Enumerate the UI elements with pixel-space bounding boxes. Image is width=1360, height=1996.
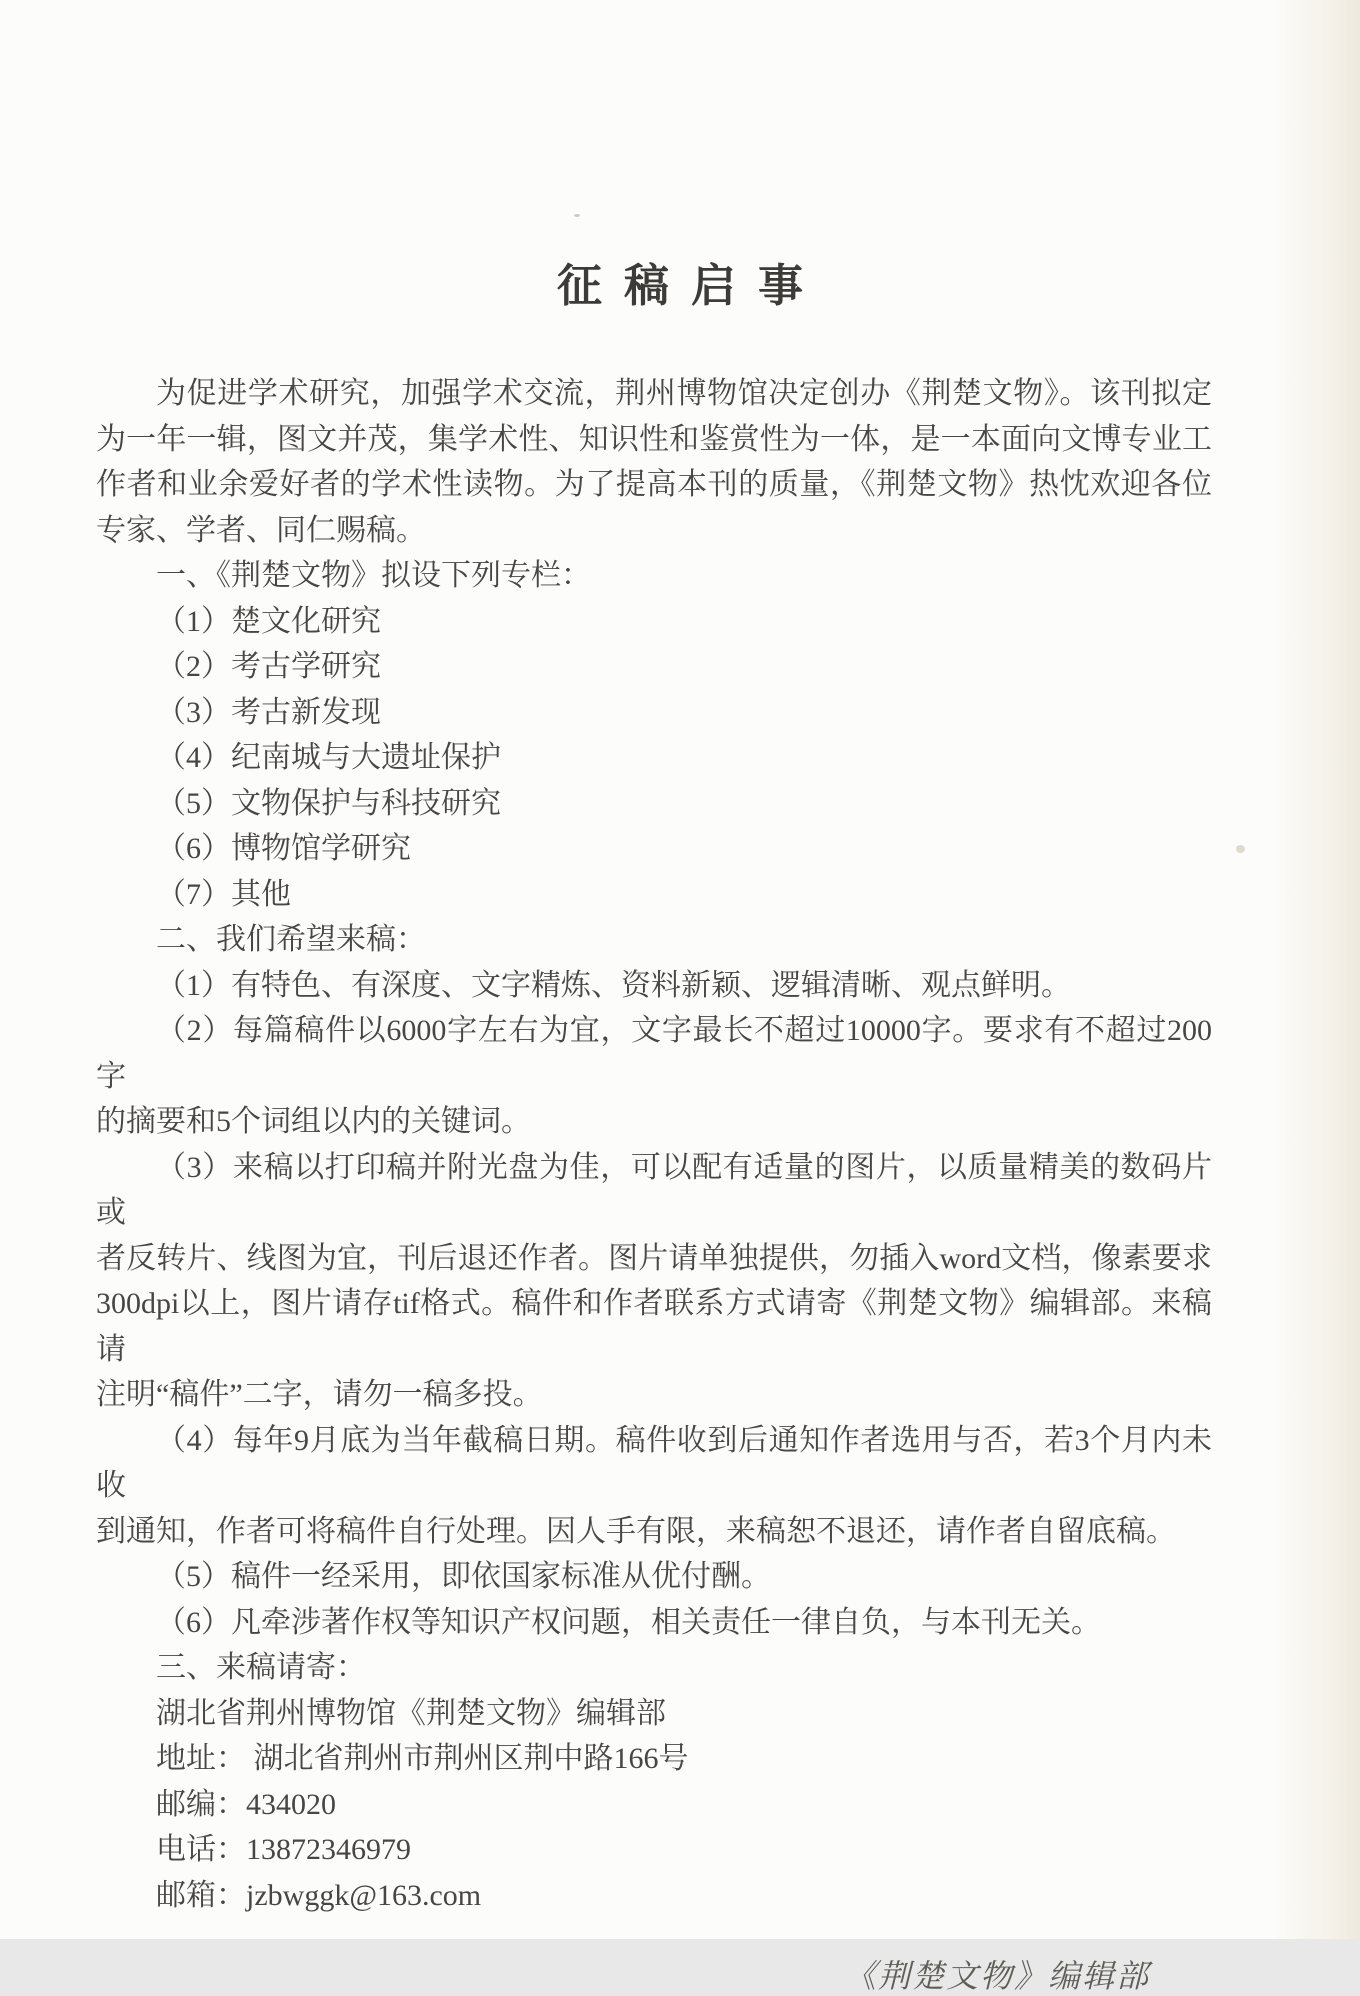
- text-line: （1）楚文化研究: [156, 604, 381, 638]
- signature: 《荆楚文物》编辑部: [843, 1958, 1150, 1994]
- text-line: 一、《荆楚文物》拟设下列专栏：: [156, 559, 591, 592]
- document-body: [96, 371, 1212, 1918]
- text-line: （3）来稿以打印稿并附光盘为佳，可以配有适量的图片，以质量精美的数码片或: [96, 1150, 1212, 1229]
- text-line: 邮编：434020: [156, 1787, 336, 1821]
- text-line: （7）其他: [156, 877, 291, 911]
- text-line: 二、我们希望来稿：: [156, 923, 426, 956]
- text-line: 专家、学者、同仁赐稿。: [96, 513, 426, 547]
- text-line: （5）稿件一经采用，即依国家标准从优付酬。: [156, 1560, 771, 1593]
- text-line: （6）凡牵涉著作权等知识产权问题，相关责任一律自负，与本刊无关。: [156, 1605, 1101, 1639]
- text-line: 邮箱：jzbwggk@163.com: [156, 1878, 482, 1912]
- text-line: （4）纪南城与大遗址保护: [156, 741, 501, 774]
- text-line: 300dpi以上，图片请存tif格式。稿件和作者联系方式请寄《荆楚文物》编辑部。来稿请: [96, 1287, 1212, 1366]
- text-line: 湖北省荆州博物馆《荆楚文物》编辑部: [156, 1696, 666, 1730]
- text-line: 为一年一辑，图文并茂，集学术性、知识性和鉴赏性为一体，是一本面向文博专业工: [96, 422, 1212, 456]
- text-line: （3）考古新发现: [156, 695, 381, 729]
- text-line: 作者和业余爱好者的学术性读物。为了提高本刊的质量，《荆楚文物》热忱欢迎各位: [96, 468, 1212, 501]
- text-line: （5）文物保护与科技研究: [156, 786, 501, 820]
- text-line: 的摘要和5个词组以内的关键词。: [96, 1105, 531, 1138]
- text-line: 到通知，作者可将稿件自行处理。因人手有限，来稿恕不退还，请作者自留底稿。: [96, 1514, 1176, 1548]
- text-line: 者反转片、线图为宜，刊后退还作者。图片请单独提供，勿插入word文档，像素要求: [96, 1241, 1212, 1275]
- text-line: （6）博物馆学研究: [156, 832, 411, 865]
- text-line: 电话：13872346979: [156, 1833, 411, 1866]
- text-line: （1）有特色、有深度、文字精炼、资料新颖、逻辑清晰、观点鲜明。: [156, 968, 1071, 1002]
- page-title: 征稿启事: [556, 261, 825, 311]
- text-line: 注明“稿件”二字，请勿一稿多投。: [96, 1378, 543, 1411]
- scan-speck: [1236, 845, 1245, 853]
- text-line: 为促进学术研究，加强学术交流，荆州博物馆决定创办《荆楚文物》。该刊拟定: [156, 377, 1212, 410]
- text-line: 三、来稿请寄：: [156, 1651, 366, 1684]
- text-line: 地址： 湖北省荆州市荆州区荆中路166号: [156, 1742, 689, 1775]
- text-line: （4）每年9月底为当年截稿日期。稿件收到后通知作者选用与否，若3个月内未收: [96, 1423, 1212, 1502]
- text-line: （2）考古学研究: [156, 650, 381, 683]
- text-line: （2）每篇稿件以6000字左右为宜，文字最长不超过10000字。要求有不超过200字: [96, 1014, 1212, 1093]
